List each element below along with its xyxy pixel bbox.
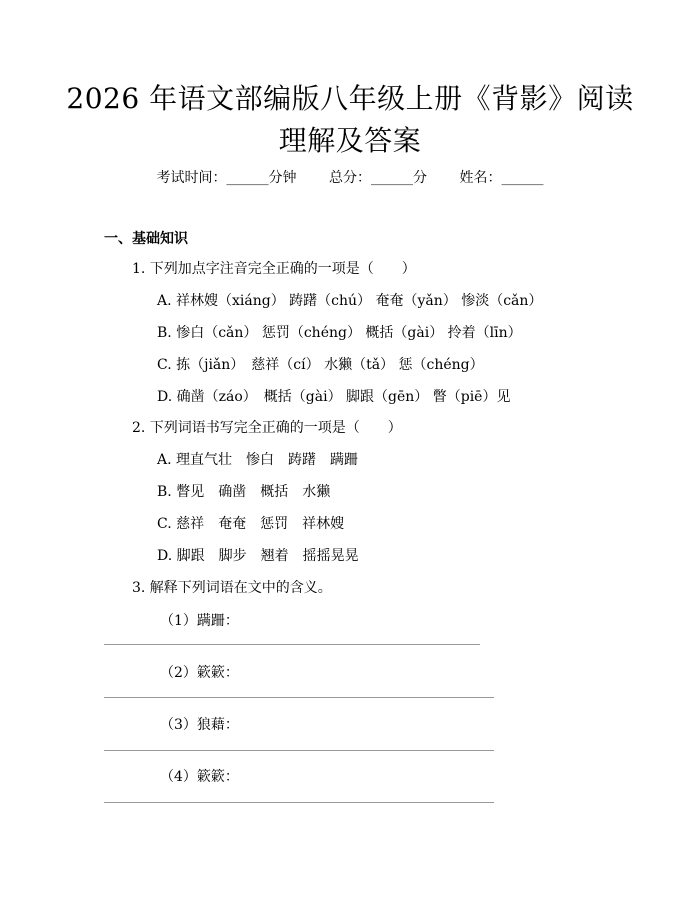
question-3-stem: 3. 解释下列词语在文中的含义。 xyxy=(132,580,332,596)
student-name: 姓名：______ xyxy=(459,170,544,186)
question-1-option-c: C. 拣（jiǎn） 慈祥（cí） 水獭（tǎ） 惩（chéng） xyxy=(157,357,484,373)
question-2-option-d: D. 脚跟 脚步 翘着 摇摇晃晃 xyxy=(157,548,359,564)
answer-line-2[interactable] xyxy=(104,697,494,698)
total-score: 总分：______分 xyxy=(329,170,427,186)
document-title xyxy=(0,78,700,162)
question-1-option-d: D. 确凿（záo） 概括（gài） 脚跟（gēn） 瞥（piē）见 xyxy=(157,389,511,405)
answer-line-1[interactable] xyxy=(104,644,480,645)
question-1-option-a: A. 祥林嫂（xiáng） 踌躇（chú） 奄奄（yǎn） 惨淡（cǎn） xyxy=(157,293,543,309)
question-1-option-b: B. 惨白（cǎn） 惩罚（chéng） 概括（gài） 拎着（līn） xyxy=(157,325,522,341)
question-3-item-2: （2）簌簌： xyxy=(160,665,239,681)
question-1-stem: 1. 下列加点字注音完全正确的一项是（ ） xyxy=(132,261,416,277)
question-3-item-1: （1）蹒跚： xyxy=(160,613,239,629)
answer-line-4[interactable] xyxy=(104,802,494,803)
title-line-2: 理解及答案 xyxy=(278,124,422,157)
answer-line-3[interactable] xyxy=(104,750,494,751)
question-3-item-3: （3）狼藉： xyxy=(160,717,239,733)
question-2-option-c: C. 慈祥 奄奄 惩罚 祥林嫂 xyxy=(157,516,345,532)
exam-info xyxy=(0,168,700,188)
exam-time: 考试时间：______分钟 xyxy=(156,170,297,186)
title-line-1: 2026 年语文部编版八年级上册《背影》阅读 xyxy=(66,82,634,115)
question-2-option-a: A. 理直气壮 惨白 踌躇 蹒跚 xyxy=(157,452,359,468)
question-2-stem: 2. 下列词语书写完全正确的一项是（ ） xyxy=(132,420,402,436)
question-3-item-4: （4）簌簌： xyxy=(160,769,239,785)
section-heading: 一、基础知识 xyxy=(104,231,188,247)
question-2-option-b: B. 瞥见 确凿 概括 水獭 xyxy=(157,484,331,500)
